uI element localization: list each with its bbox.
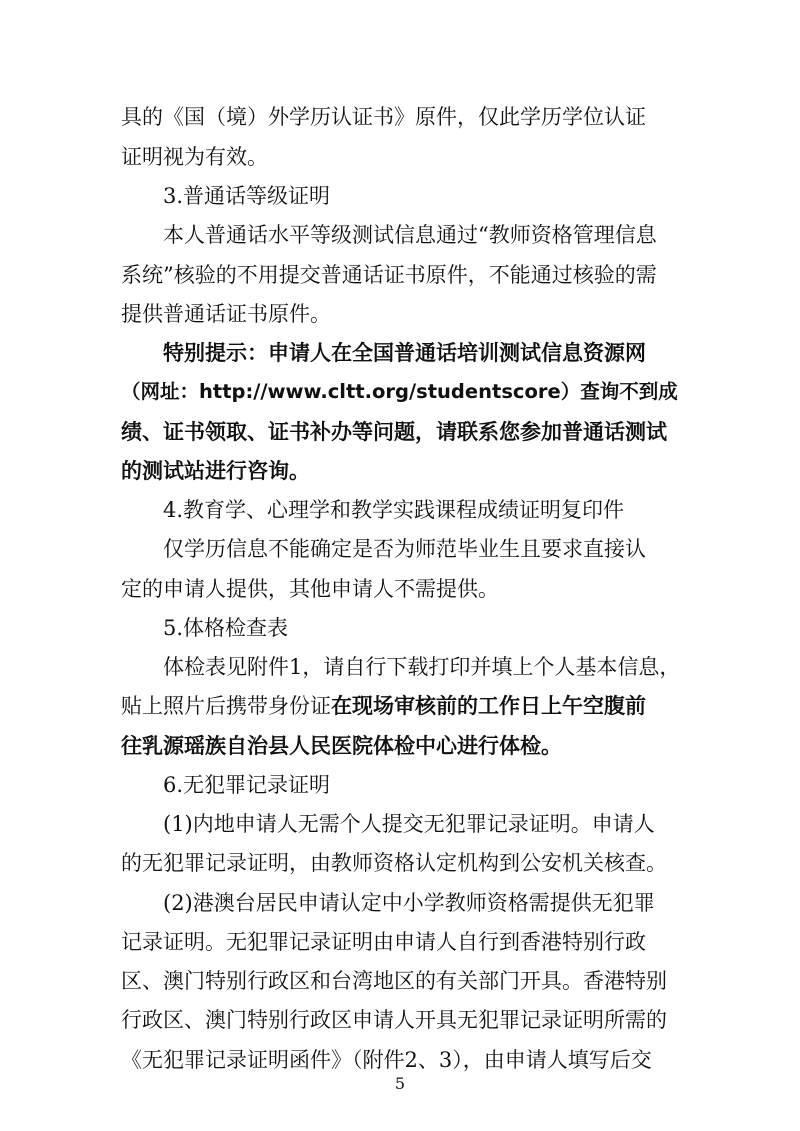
text-line <box>0 1000 800 1040</box>
text-line <box>0 686 800 726</box>
line-text: (1)内地申请人无需个人提交无犯罪记录证明。申请人 <box>163 812 655 836</box>
bold-line-text: 在现场审核前的工作日上午空腹前 <box>331 694 646 718</box>
line-text: 贴上照片后携带身份证 <box>121 694 331 718</box>
line-text: 提供普通话证书原件。 <box>121 302 331 326</box>
text-line <box>0 843 800 883</box>
text-line <box>0 726 800 766</box>
text-line <box>0 922 800 962</box>
line-text: 定的申请人提供，其他申请人不需提供。 <box>121 577 499 601</box>
text-line <box>0 569 800 609</box>
text-line <box>0 294 800 334</box>
line-text: 证明视为有效。 <box>121 145 268 169</box>
line-text: 系统”核验的不用提交普通话证书原件，不能通过核验的需 <box>121 263 657 287</box>
line-text: 往乳源瑶族自治县人民医院体检中心进行体检。 <box>121 734 562 758</box>
special-notice-line <box>0 451 800 491</box>
text-line <box>0 647 800 687</box>
line-text: 6.无犯罪记录证明 <box>163 773 331 797</box>
special-notice-line <box>0 412 800 452</box>
line-text: （网址：http://www.cltt.org/studentscore）查询不到成 <box>121 380 678 403</box>
section-heading <box>0 176 800 216</box>
special-notice-line <box>0 333 800 373</box>
line-text: 特别提示：申请人在全国普通话培训测试信息资源网 <box>163 341 646 365</box>
line-text: 3.普通话等级证明 <box>163 184 331 208</box>
special-notice-line <box>0 372 800 412</box>
line-text: 4.教育学、心理学和教学实践课程成绩证明复印件 <box>163 498 625 522</box>
text-line <box>0 883 800 923</box>
text-line <box>0 529 800 569</box>
section-heading <box>0 608 800 648</box>
line-text: 本人普通话水平等级测试信息通过“教师资格管理信息 <box>163 223 657 247</box>
text-line <box>0 255 800 295</box>
line-text: 《无犯罪记录证明函件》（附件2、3），由申请人填写后交 <box>121 1048 652 1072</box>
text-line <box>0 215 800 255</box>
line-text: 绩、证书领取、证书补办等问题，请联系您参加普通话测试 <box>121 420 667 444</box>
text-line <box>0 137 800 177</box>
line-text: 记录证明。无犯罪记录证明由申请人自行到香港特别行政 <box>121 930 646 954</box>
line-text: 的无犯罪记录证明，由教师资格认定机构到公安机关核查。 <box>121 851 667 875</box>
text-line <box>0 97 800 137</box>
line-text: 区、澳门特别行政区和台湾地区的有关部门开具。香港特别 <box>121 969 667 993</box>
line-text: (2)港澳台居民申请认定中小学教师资格需提供无犯罪 <box>163 891 655 915</box>
section-heading <box>0 765 800 805</box>
line-text: 仅学历信息不能确定是否为师范毕业生且要求直接认 <box>163 537 646 561</box>
line-text: 的测试站进行咨询。 <box>121 459 310 483</box>
text-line <box>0 961 800 1001</box>
line-text: 5.体格检查表 <box>163 616 289 640</box>
section-heading <box>0 490 800 530</box>
line-text: 具的《国（境）外学历认证书》原件，仅此学历学位认证 <box>121 105 646 129</box>
page-number: 5 <box>394 1074 406 1093</box>
line-text: 行政区、澳门特别行政区申请人开具无犯罪记录证明所需的 <box>121 1008 667 1032</box>
line-text: 体检表见附件1，请自行下载打印并填上个人基本信息， <box>163 655 681 679</box>
text-line <box>0 804 800 844</box>
